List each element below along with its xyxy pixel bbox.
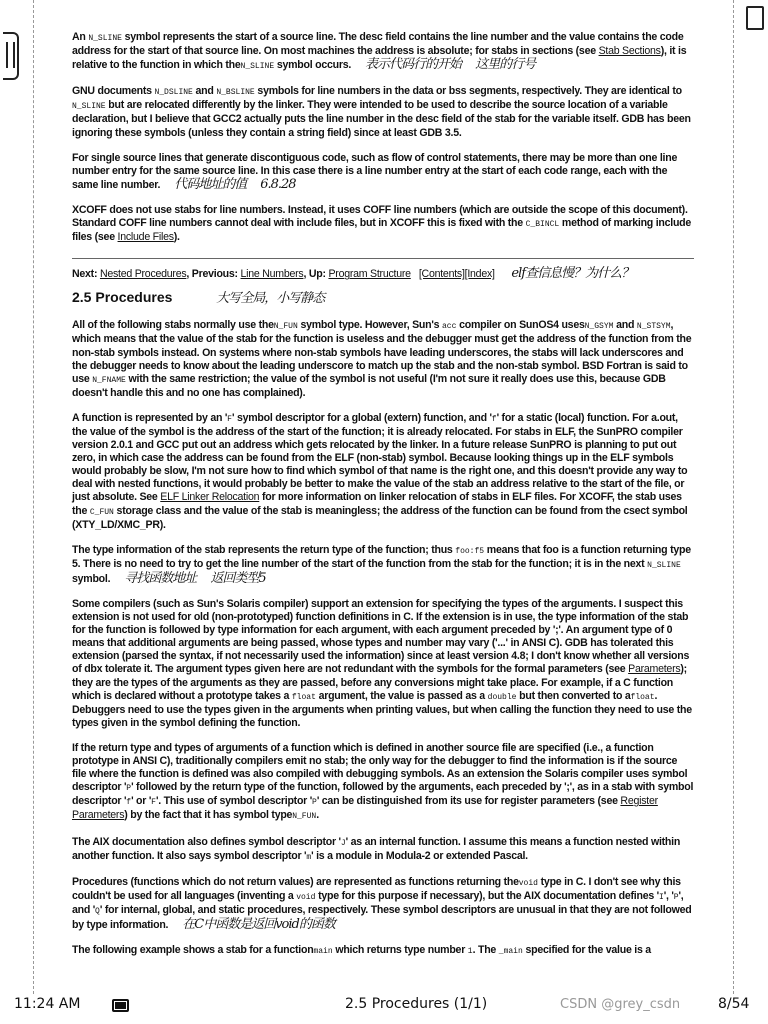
inline-code: F	[151, 798, 156, 808]
text-run: ).	[173, 231, 180, 244]
text-run: which returns type number	[332, 944, 468, 957]
text-run: type for this purpose if necessary), but the AIX documentation defines '	[315, 889, 659, 902]
inline-code: N_SLINE	[240, 62, 275, 72]
section-procedures-body	[72, 319, 694, 958]
inline-code: void	[296, 892, 316, 902]
section-line-numbers-tail	[72, 31, 694, 244]
paragraph	[72, 598, 694, 730]
page-margin-left	[33, 0, 34, 994]
inline-code: P	[312, 798, 317, 808]
inline-code: double	[487, 692, 517, 702]
text-run: If the return type and types of arguments of a function which is defined in another source file are specified (i.e., a function prototype in ANSI C), traditionally compilers emit no stab; the only way for the debugger to find the information is if the source file where the function is defined was also compiled with debugging symbols. As an extension the Solaris compiler uses symbol descriptor '	[72, 741, 688, 794]
text-run: specified for the value is a	[522, 944, 651, 957]
inline-code: 1	[467, 947, 473, 957]
text-run: Some compilers (such as Sun's Solaris compiler) support an extension for specifying the types of the arguments. I suspect this extension is not used for old (non-prototyped) function definitions in C. If the extension is in use, the type information of the stab for the function is followed by type information for each argument, with each argument preceded by ';'. An argument type of 0 means that additional arguments are being passed, whose types and number may vary ('...' in ANSI C). GDB has tolerated this extension (parsed the syntax, if not necessarily used the information) since at least version 4.8; I don't know whether all versions of dbx tolerate it. The argument types given here are not redundant with the symbols for the formal parameters (see	[72, 598, 690, 676]
text-run: The AIX documentation also defines symbol descriptor '	[72, 835, 341, 848]
inline-code: N_BSLINE	[216, 88, 255, 98]
text-run: argument, the value is passed as a	[315, 689, 488, 702]
paragraph	[72, 319, 694, 400]
text-run: The following example shows a stab for a function	[72, 944, 314, 957]
inline-code: N_FNAME	[92, 375, 126, 385]
text-run: Procedures (functions which do not return values) are represented as functions returning the	[72, 875, 519, 888]
text-run: All of the following stabs normally use the	[72, 319, 274, 332]
inline-code: N_DSLINE	[154, 88, 193, 98]
text-run: XCOFF does not use stabs for line numbers. Instead, it uses COFF line numbers (which are outside the scope of this document). Standard COFF line numbers cannot deal with include files, but in XCOFF this is fixed with the	[72, 203, 688, 230]
inline-code: N_STSYM	[636, 322, 671, 332]
text-run: ' is a module in Modula-2 or extended Pascal.	[311, 849, 528, 862]
inline-code: N_FUN	[292, 812, 317, 822]
section-divider	[72, 258, 694, 259]
handwritten-note: 6.8.28	[260, 176, 296, 192]
text-run: '. This use of symbol descriptor '	[155, 795, 313, 808]
inline-code: N_SLINE	[88, 34, 122, 43]
paragraph	[72, 544, 694, 586]
nav-prev-label: , Previous:	[186, 268, 238, 281]
paragraph	[72, 204, 694, 244]
text-run: ' symbol descriptor for a global (extern) function, and '	[231, 411, 492, 424]
cross-reference-link[interactable]: ELF Linker Relocation	[160, 491, 260, 504]
inline-code: float	[630, 692, 655, 702]
side-menu-handle[interactable]	[3, 32, 19, 80]
cross-reference-link[interactable]: Parameters	[628, 663, 681, 676]
section-heading: 2.5 Procedures	[72, 289, 173, 306]
inline-code: J	[340, 838, 346, 848]
text-run: ' for a static (local) function. For a.out, the value of the symbol is the address of the start of the function; it is already relocated. For stabs in ELF, the SunPRO compiler version 2.0.1 and GCC put out an address which gets relocated by the linker. In a future release SunPRO is planning to put out zero, in which case the address can be found from the ELF (non-stab) symbol. Because looking things up in the ELF symbols would probably be slow, I'm not sure how to find which symbol of that name is the right one, and this doesn't provide any way to deal with nested functions, it would probably be better to make the value of the stab an address relative to the start of the file, or just absolute. See	[72, 411, 688, 504]
handwritten-note: 代码地址的值	[174, 176, 247, 192]
cross-reference-link[interactable]: Include Files	[117, 231, 174, 244]
paragraph	[72, 836, 694, 864]
inline-code: main	[313, 947, 333, 957]
inline-code: C_BINCL	[525, 220, 560, 230]
handwritten-note: elf查信息慢？为什么？	[511, 266, 634, 282]
inline-code: I	[658, 892, 664, 902]
text-run: storage class and the value of the stab is meaningless; the address of the function can be found from the csect symbol (XTY_LD/XMC_PR).	[72, 504, 688, 531]
nav-next-label: Next:	[72, 268, 98, 281]
paragraph	[72, 412, 694, 532]
inline-code: Q	[95, 906, 100, 916]
text-run: ) by the fact that it has symbol type	[124, 809, 293, 822]
text-run: . The	[472, 944, 499, 957]
text-run: symbol type. However, Sun's	[297, 319, 442, 332]
nav-next-link[interactable]: Nested Procedures	[99, 268, 187, 281]
text-run: symbol occurs.	[274, 59, 352, 72]
inline-code: N_GSYM	[584, 322, 614, 332]
paragraph	[72, 85, 694, 139]
inline-code: N_SLINE	[72, 102, 106, 112]
text-run: ' followed by the return type of the function, followed by the arguments, each preceded by ';', as in a stab with symbol descriptor '	[72, 781, 694, 808]
handwritten-note: 寻找函数地址	[124, 570, 197, 586]
handwritten-note: 这里的行号	[475, 57, 536, 73]
text-run: type in C. I don't see why this couldn't be used for all languages (inventing a	[72, 875, 681, 902]
paragraph	[72, 742, 694, 824]
text-run: An	[72, 31, 89, 43]
paragraph	[72, 152, 694, 192]
handle-grip-icon	[6, 42, 15, 68]
page-margin-right	[733, 0, 734, 994]
inline-code: N_FUN	[273, 322, 298, 332]
text-run: GNU documents	[72, 85, 155, 98]
text-run: for more information on linker relocation of stabs in ELF files. For XCOFF, the stab uses the	[72, 491, 682, 517]
text-run: with the same restriction; the value of the symbol is not useful (I'm not sure it really does use this, because GDB doesn't handle this and no one has complained).	[72, 372, 666, 399]
text-run: , which means that the value of the stab for the function is useless and the debugger must get the address of the function from the non-stab symbols instead. On systems where non-stab symbols have leading underscores, the stabs will lack underscores and the debugger needs to know about the leading underscore to match up the stab and the non-stab symbol. BSD Fortran is said to use	[72, 319, 692, 385]
text-run: . Debuggers need to use the types given in the arguments when printing values, but when calling the function they need to use the types given in the symbol defining the function.	[72, 689, 692, 729]
nav-up-link[interactable]: Program Structure	[328, 268, 411, 281]
section-heading-row	[72, 291, 694, 305]
text-run: method of marking include files (see	[72, 217, 692, 244]
inline-code: f	[126, 798, 132, 808]
text-run: ' can be distinguished from its use for register parameters (see	[316, 795, 621, 808]
page-indicator: 8/54	[718, 996, 750, 1012]
inline-code: f	[491, 414, 497, 424]
inline-code: float	[291, 692, 316, 702]
paragraph	[72, 876, 694, 932]
watermark: CSDN @grey_csdn	[560, 997, 681, 1012]
paragraph	[72, 944, 694, 958]
text-run: means that foo is a function returning type 5. There is no need to try to get the line number of the start of the function from the stab for the function; it is in the next	[72, 543, 691, 570]
text-run: and	[613, 319, 637, 332]
inline-code: N_SLINE	[647, 560, 681, 570]
nav-contents-link[interactable]: [Contents]	[418, 268, 465, 281]
text-run: but then converted to a	[516, 689, 631, 702]
nav-up-label: , Up:	[303, 268, 326, 281]
text-run: The type information of the stab represents the return type of the function; thus	[72, 543, 456, 556]
text-run: For single source lines that generate discontiguous code, such as flow of control statements, there may be more than one line number entry for the same source line. In this case there is a line number entry at the start of each code range, each with the same line number.	[72, 151, 678, 191]
paragraph	[72, 31, 694, 73]
handwritten-note: 在C中函数是返回void的函数	[182, 916, 335, 932]
document-content	[72, 31, 694, 970]
text-run: ); they are the types of the arguments as they are passed, before any conversions might take place. For example, if a C function which is declared without a prototype takes a	[72, 663, 687, 702]
battery-icon	[112, 999, 129, 1012]
inline-code: foo:f5	[455, 546, 485, 556]
handwritten-note: 大写全局，小写静态	[216, 291, 325, 307]
bookmark-icon[interactable]	[746, 6, 764, 30]
text-run: .	[316, 809, 319, 822]
inline-code: F	[227, 414, 232, 424]
chapter-title: 2.5 Procedures (1/1)	[345, 996, 488, 1012]
inline-code: P	[673, 892, 679, 902]
text-run: ', '	[663, 889, 674, 902]
text-run: and	[192, 85, 217, 98]
text-run: ' for internal, global, and static procedures, respectively. These symbol descriptors are unusual in that they are not followed by type information.	[72, 903, 692, 931]
text-run: symbol represents the start of a source line. The desc field contains the line number and the value contains the code address for the start of that source line. On most machines the address is absolute; for stabs in sections (see	[72, 31, 684, 58]
inline-code: P	[126, 784, 132, 794]
text-run: but are relocated differently by the linker. They were intended to be used to describe the source location of a variable declaration, but I believe that GCC2 actually puts the line number in the desc field of the stab for the variable itself. GDB has been ignoring these symbols (unless they contain a string field) since at least GDB 3.5.	[72, 99, 691, 139]
clock: 11:24 AM	[14, 996, 81, 1012]
text-run: symbols for line numbers in the data or bss segments, respectively. They are identical to	[254, 85, 682, 98]
handwritten-note: 表示代码行的开始	[365, 57, 462, 73]
text-run: ' or '	[131, 795, 152, 808]
text-run: ' as an internal function. I assume this means a function nested within another function. It also says symbol descriptor '	[72, 835, 681, 862]
handwritten-note: 返回类型5	[210, 570, 266, 586]
nav-prev-link[interactable]: Line Numbers	[240, 268, 304, 281]
text-run: ), it is relative to the function in which the	[72, 45, 687, 72]
text-run: compiler on SunOS4 uses	[456, 319, 585, 332]
cross-reference-link[interactable]: Register Parameters	[72, 795, 658, 822]
cross-reference-link[interactable]: Stab Sections	[598, 45, 661, 58]
reader-status-bar	[0, 996, 768, 1020]
inline-code: m	[306, 852, 312, 862]
inline-code: _main	[498, 947, 523, 957]
text-run: symbol.	[72, 572, 111, 585]
inline-code: acc	[441, 322, 457, 332]
text-run: ', and '	[72, 889, 684, 916]
navigation-bar	[72, 267, 694, 281]
text-run: A function is represented by an '	[72, 411, 228, 424]
inline-code: C_FUN	[89, 507, 114, 517]
inline-code: void	[518, 878, 538, 888]
nav-index-link[interactable]: [Index]	[464, 268, 495, 281]
